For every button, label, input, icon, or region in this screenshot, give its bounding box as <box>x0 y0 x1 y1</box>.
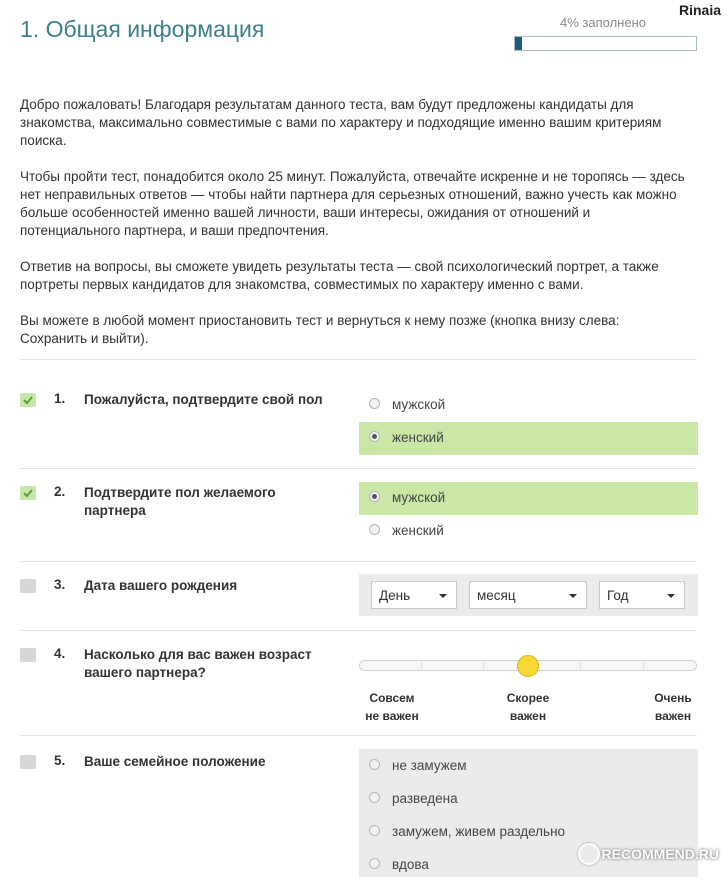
watermark-logo-icon <box>578 843 600 865</box>
answered-check-icon <box>20 393 36 407</box>
user-name[interactable]: Rinaia <box>678 2 721 18</box>
option-label: не замужем <box>392 758 467 773</box>
page-title: 1. Общая информация <box>20 16 265 42</box>
radio-option-male[interactable] <box>359 389 698 422</box>
chevron-down-icon <box>569 594 577 598</box>
scale-label-line: важен <box>509 709 547 723</box>
radio-icon[interactable] <box>369 825 380 836</box>
intro-paragraph: Чтобы пройти тест, понадобится около 25 минут. Пожалуйста, отвечайте искренне и не торопясь — здесь нет неправильных ответов — чтобы найти партнера для серьезных отношений, важно учесть как можно больше особенностей именно вашей личности, ваши интересы, ожидания от отношений и потенциального партнера, и ваши предпочтения. <box>20 169 685 238</box>
option-label: разведена <box>392 791 458 806</box>
month-select[interactable] <box>469 581 587 609</box>
day-select[interactable] <box>371 581 457 609</box>
radio-option-single[interactable] <box>359 750 698 783</box>
radio-option-female[interactable] <box>359 422 698 455</box>
radio-option-female[interactable] <box>359 515 698 548</box>
intro-text <box>20 96 690 366</box>
option-label: замужем, живем раздельно <box>392 824 566 839</box>
question-number: 5. <box>54 753 66 768</box>
divider <box>20 359 697 360</box>
progress-label: 4% заполнено <box>560 15 646 30</box>
option-label: вдова <box>392 857 429 872</box>
chevron-down-icon <box>439 594 447 598</box>
question-number: 4. <box>54 646 66 661</box>
unanswered-check-icon <box>20 648 36 662</box>
slider-tick <box>483 662 484 669</box>
scale-label-line: Очень <box>654 691 692 705</box>
birth-date-selects <box>359 574 698 616</box>
progress-bar <box>514 36 697 51</box>
scale-label-line: важен <box>654 709 692 723</box>
intro-paragraph: Добро пожаловать! Благодаря результатам данного теста, вам будут предложены кандидаты для знакомства, максимально совместимые с вами по характеру и подходящие именно вашим критериям поиска. <box>20 97 662 148</box>
scale-label-line: не важен <box>365 709 419 723</box>
radio-option-separated[interactable] <box>359 816 698 849</box>
scale-label-max <box>645 689 701 725</box>
select-value: Год <box>607 588 629 603</box>
scale-label-line: Совсем <box>369 691 415 705</box>
slider-handle[interactable] <box>517 655 539 677</box>
radio-icon[interactable] <box>369 398 380 409</box>
slider-tick <box>643 662 644 669</box>
option-label: мужской <box>392 397 446 412</box>
divider <box>20 561 697 562</box>
divider <box>20 468 697 469</box>
intro-paragraph: Вы можете в любой момент приостановить тест и вернуться к нему позже (кнопка внизу слева: Сохранить и выйти). <box>20 313 620 346</box>
unanswered-check-icon <box>20 579 36 593</box>
select-value: День <box>379 588 411 603</box>
question-number: 1. <box>54 391 66 406</box>
question-text: Пожалуйста, подтвердите свой пол <box>84 392 323 407</box>
question-number: 2. <box>54 484 66 499</box>
question-text: Дата вашего рождения <box>84 578 238 593</box>
question-number: 3. <box>54 577 66 592</box>
chevron-down-icon <box>667 594 675 598</box>
option-label: женский <box>392 430 444 445</box>
progress-fill <box>515 37 522 50</box>
scale-label-mid <box>498 689 558 725</box>
select-value: месяц <box>477 588 516 603</box>
question-text: Насколько для вас важен возраст вашего партнера? <box>84 647 312 680</box>
question-text: Подтвердите пол желаемого партнера <box>84 485 276 518</box>
radio-icon[interactable] <box>369 792 380 803</box>
radio-icon[interactable] <box>369 759 380 770</box>
option-label: мужской <box>392 490 446 505</box>
radio-option-male[interactable] <box>359 482 698 515</box>
scale-label-line: Скорее <box>506 691 550 705</box>
slider-tick <box>421 662 422 669</box>
divider <box>20 735 697 736</box>
radio-icon[interactable] <box>369 524 380 535</box>
question-text: Ваше семейное положение <box>84 754 266 769</box>
answered-check-icon <box>20 486 36 500</box>
radio-option-divorced[interactable] <box>359 783 698 816</box>
radio-icon[interactable] <box>369 858 380 869</box>
radio-selected-icon[interactable] <box>369 431 380 442</box>
intro-paragraph: Ответив на вопросы, вы сможете увидеть результаты теста — свой психологический портрет, а также портреты первых кандидатов для знакомства, совместимых по характеру именно с вами. <box>20 259 659 292</box>
unanswered-check-icon <box>20 755 36 769</box>
slider-tick <box>580 662 581 669</box>
scale-label-min <box>362 689 422 725</box>
option-label: женский <box>392 523 444 538</box>
radio-selected-icon[interactable] <box>369 491 380 502</box>
divider <box>20 630 697 631</box>
year-select[interactable] <box>599 581 685 609</box>
watermark: RECOMMEND.RU <box>601 846 719 862</box>
